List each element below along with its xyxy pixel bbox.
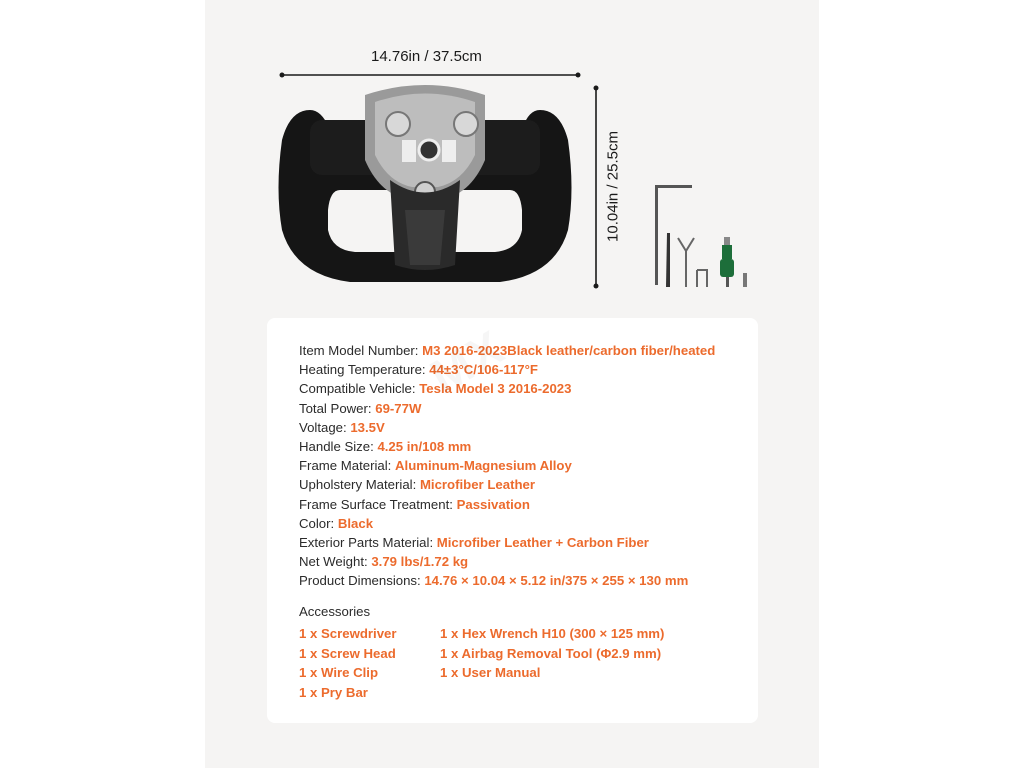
spec-row: Item Model Number: M3 2016-2023Black leather/carbon fiber/heated [299,343,716,358]
spec-row: Compatible Vehicle: Tesla Model 3 2016-2023 [299,381,572,397]
spec-row: Total Power: 69-77W [299,400,422,416]
accessory-item: 1 x Screw Head [299,645,396,661]
spec-row: Color: Black [299,515,374,531]
airbag-tool-icon [678,238,694,287]
accessory-item: 1 x User Manual [440,665,541,680]
accessories-right-list [440,624,664,683]
spec-row: Net Weight: 3.79 lbs/1.72 kg [299,554,469,570]
screw-head-icon [743,273,747,287]
screwdriver-icon [722,245,732,259]
accessory-tools-image [640,175,755,295]
wire-clip-icon [697,270,707,287]
spec-list [299,341,715,591]
accessories-heading: Accessories [299,604,371,619]
accessory-item: 1 x Screwdriver [299,626,397,641]
spec-row: Handle Size: 4.25 in/108 mm [299,439,472,455]
accessory-item: 1 x Wire Clip [299,665,379,680]
height-dimension-line [590,84,602,290]
spec-row: Frame Material: Aluminum-Magnesium Alloy [299,458,572,474]
spec-row: Upholstery Material: Microfiber Leather [299,477,535,493]
height-dimension-label: 10.04in / 25.5cm [604,131,622,242]
spec-row: Product Dimensions: 14.76 × 10.04 × 5.12 in/375 × 255 × 130 mm [299,573,689,589]
accessory-item: 1 x Airbag Removal Tool (Φ2.9 mm) [440,645,662,661]
accessory-item: 1 x Hex Wrench H10 (300 × 125 mm) [440,626,665,641]
steering-wheel-image [270,60,580,300]
spec-row: Frame Surface Treatment: Passivation [299,496,530,512]
spec-row: Exterior Parts Material: Microfiber Leather + Carbon Fiber [299,535,649,551]
accessories-left-list [299,624,397,702]
spec-row: Heating Temperature: 44±3°C/106-117°F [299,362,538,378]
spec-row: Voltage: 13.5V [299,419,385,435]
spec-card [267,318,758,723]
width-dimension-label: 14.76in / 37.5cm [371,48,482,65]
pry-bar-icon [666,233,670,287]
accessory-item: 1 x Pry Bar [299,684,368,700]
